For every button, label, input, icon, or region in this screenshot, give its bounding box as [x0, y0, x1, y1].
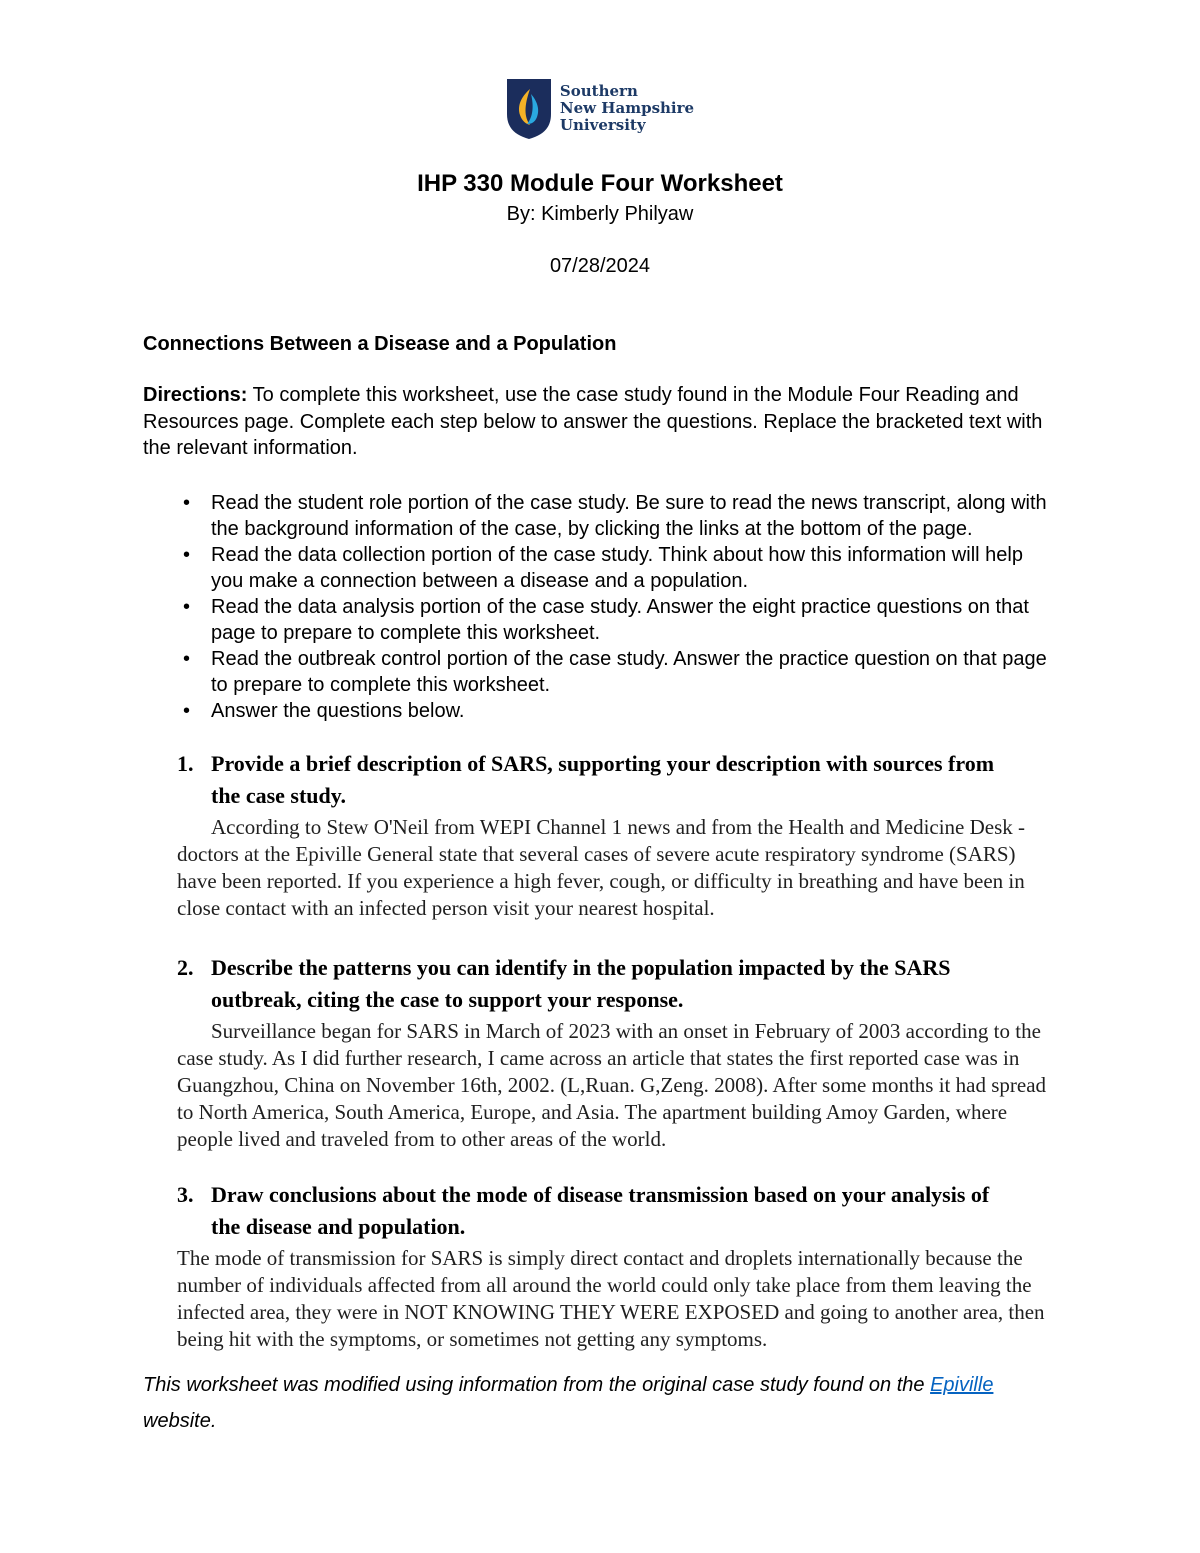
directions-paragraph: [143, 382, 1057, 462]
section-heading: Connections Between a Disease and a Population: [143, 333, 617, 355]
question-text: Provide a brief description of SARS, supporting your description with sources from the case study.: [211, 750, 995, 808]
question-1-heading: [177, 748, 1011, 812]
question-3-heading: [177, 1179, 1011, 1243]
snhu-shield-icon: [506, 78, 552, 145]
list-item: • Read the data analysis portion of the case study. Answer the eight practice questions on that page to prepare to complete this worksheet.: [183, 594, 1057, 646]
footer-text-before: This worksheet was modified using information from the original case study found on the: [143, 1373, 931, 1396]
answer-1-text: According to Stew O'Neil from WEPI Channel 1 news and from the Health and Medicine Desk - doctors at the Epiville General state that several cases of severe acute respiratory syndrome (SARS) have been reported. If you experience a high fever, cough, or difficulty in breathing and have been in close contact with an infected person visit your nearest hospital.: [177, 814, 1026, 920]
snhu-logo: [143, 78, 1057, 145]
question-text: Describe the patterns you can identify in the population impacted by the SARS outbreak, citing the case to support your response.: [211, 954, 951, 1012]
answer-2-text: Surveillance began for SARS in March of 2023 with an onset in February of 2003 according to the case study. As I did further research, I came across an article that states the first reported case was in Guangzhou, China on November 16th, 2002. (L,Ruan. G,Zeng. 2008). After some months it had spread to North America, South America, Europe, and Asia. The apartment building Amoy Garden, where people lived and traveled from to other areas of the world.: [177, 1018, 1047, 1151]
footer-text-after: website.: [143, 1409, 217, 1432]
footer-note: [143, 1367, 1057, 1439]
list-item: • Answer the questions below.: [183, 698, 1057, 724]
document-date: 07/28/2024: [549, 255, 651, 277]
question-2-section: [177, 952, 1057, 1153]
epiville-link[interactable]: Epiville: [930, 1373, 994, 1396]
snhu-wordmark: [560, 78, 694, 134]
question-number: 2.: [177, 954, 194, 980]
question-number: 3.: [177, 1181, 194, 1207]
byline: By: Kimberly Philyaw: [506, 203, 694, 225]
question-number: 1.: [177, 750, 194, 776]
directions-label: Directions:: [143, 384, 248, 406]
question-1-section: [177, 748, 1057, 922]
list-item: • Read the student role portion of the case study. Be sure to read the news transcript, along with the background information of the case, by clicking the links at the bottom of the page.: [183, 490, 1057, 542]
answer-3-text: The mode of transmission for SARS is simply direct contact and droplets internationally because the number of individuals affected from all around the world could only take place from them leaving the infected area, they were in NOT KNOWING THEY WERE EXPOSED and going to another area, then being hit with the symptoms, or sometimes not getting any symptoms.: [177, 1245, 1045, 1351]
question-3-section: [177, 1179, 1057, 1353]
list-item: • Read the outbreak control portion of the case study. Answer the practice question on that page to prepare to complete this worksheet.: [183, 646, 1057, 698]
wordmark-line: Southern: [559, 82, 638, 100]
list-item: • Read the data collection portion of the case study. Think about how this information will help you make a connection between a disease and a population.: [183, 542, 1057, 594]
page-title: IHP 330 Module Four Worksheet: [417, 170, 783, 197]
question-text: Draw conclusions about the mode of disease transmission based on your analysis of the disease and population.: [211, 1181, 990, 1239]
question-2-heading: [177, 952, 1011, 1016]
directions-text: To complete this worksheet, use the case study found in the Module Four Reading and Resources page. Complete each step below to answer the questions. Replace the bracketed text with the relevant information.: [143, 384, 1043, 459]
wordmark-line: University: [559, 116, 646, 134]
instructions-list: [143, 490, 1057, 724]
wordmark-line: New Hampshire: [559, 99, 695, 117]
